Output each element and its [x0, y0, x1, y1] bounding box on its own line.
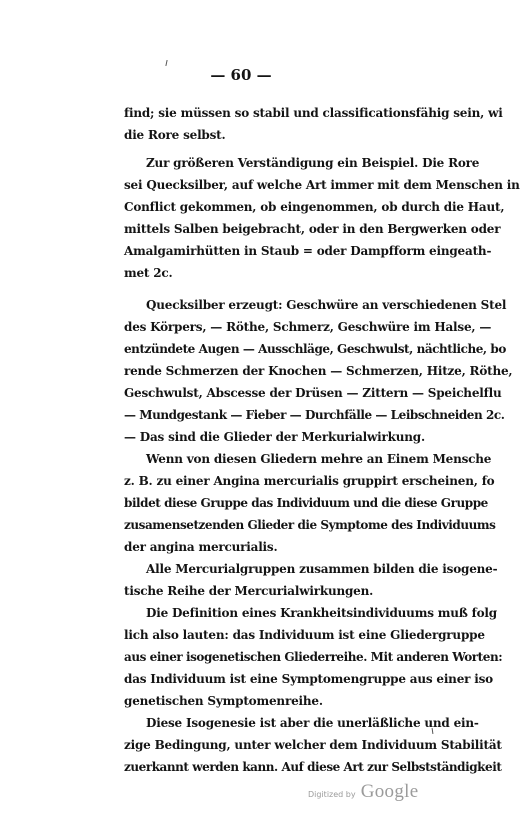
text-line: Wenn von diesen Gliedern mehre an Einem Mensche — [146, 452, 492, 466]
text-line: Zur größeren Verständigung ein Beispiel. Die Rore — [146, 156, 480, 170]
text-line: zusamensetzenden Glieder die Symptome des Individuums — [124, 518, 496, 532]
text-line: z. B. zu einer Angina mercurialis gruppirt erscheinen, fo — [124, 474, 495, 488]
text-line: met 2c. — [124, 266, 173, 280]
text-line: Quecksilber erzeugt: Geschwüre an verschiedenen Stel — [146, 298, 507, 312]
text-line: Die Definition eines Krankheitsindividuums muß folg — [146, 606, 497, 620]
watermark-brand: Google — [360, 781, 419, 802]
text-line: Alle Mercurialgruppen zusammen bilden die isogene- — [146, 562, 498, 576]
text-line: find; sie müssen so stabil und classificationsfähig sein, wi — [124, 106, 503, 120]
text-line: zige Bedingung, unter welcher dem Individuum Stabilität — [124, 738, 502, 752]
text-line: des Körpers, — Röthe, Schmerz, Geschwüre im Halse, — — [124, 320, 492, 334]
text-line: der angina mercurialis. — [124, 540, 278, 554]
text-line: entzündete Augen — Ausschläge, Geschwulst, nächtliche, bo — [124, 342, 506, 356]
text-line: das Individuum ist eine Symptomengruppe aus einer iso — [124, 672, 493, 686]
text-line: Amalgamirhütten in Staub = oder Dampfform eingeath- — [124, 244, 492, 258]
text-line: lich also lauten: das Individuum ist eine Gliedergruppe — [124, 628, 485, 642]
text-line: zuerkannt werden kann. Auf diese Art zur Selbstständigkeit — [124, 760, 502, 774]
text-line: tische Reihe der Mercurialwirkungen. — [124, 584, 374, 598]
text-line: sei Quecksilber, auf welche Art immer mit dem Menschen in — [124, 178, 520, 192]
watermark-prefix: Digitized by — [308, 790, 356, 799]
text-line: aus einer isogenetischen Gliederreihe. Mit anderen Worten: — [124, 650, 503, 664]
digitized-watermark — [308, 781, 418, 803]
text-line: genetischen Symptomenreihe. — [124, 694, 323, 708]
text-line: mittels Salben beigebracht, oder in den Bergwerken oder — [124, 222, 501, 236]
text-line: die Rore selbst. — [124, 128, 226, 142]
text-line: bildet diese Gruppe das Individuum und die diese Gruppe — [124, 496, 488, 510]
text-line: — Mundgestank — Fieber — Durchfälle — Leibschneiden 2c. — [124, 408, 505, 422]
text-line: — Das sind die Glieder der Merkurialwirkung. — [124, 430, 425, 444]
text-line: Conflict gekommen, ob eingenommen, ob durch die Haut, — [124, 200, 505, 214]
text-line: Diese Isogenesie ist aber die unerläßliche und ein- — [146, 716, 479, 730]
text-line: rende Schmerzen der Knochen — Schmerzen, Hitze, Röthe, — [124, 364, 513, 378]
body-text — [124, 102, 520, 778]
text-line: Geschwulst, Abscesse der Drüsen — Zittern — Speichelflu — [124, 386, 502, 400]
page-number: — 60 — — [210, 66, 272, 84]
